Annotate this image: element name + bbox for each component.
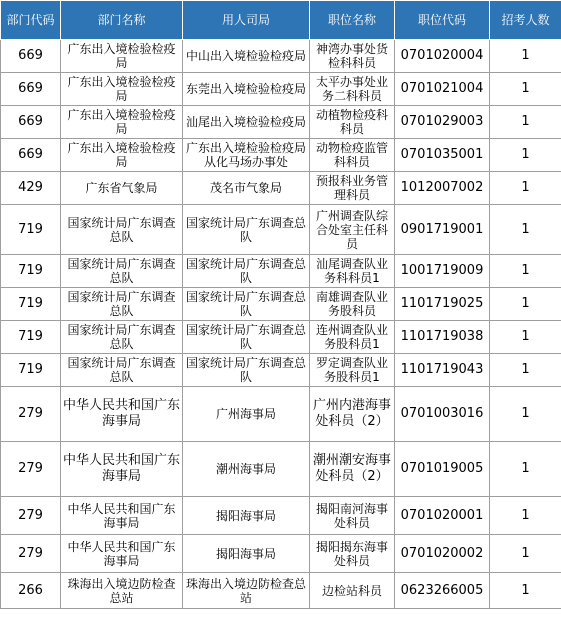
dept-code-cell: 279 [1, 442, 61, 497]
position-cell: 潮州潮安海事处科员（2） [310, 442, 395, 497]
dept-code-cell: 719 [1, 288, 61, 321]
position-cell: 神湾办事处货检科科员 [310, 40, 395, 73]
employer-cell: 茂名市气象局 [183, 172, 310, 205]
table-row [1, 288, 561, 321]
position-code-cell: 0701020004 [395, 40, 490, 73]
position-code-cell: 1101719025 [395, 288, 490, 321]
employer-cell: 广州海事局 [183, 387, 310, 442]
employer-cell: 中山出入境检验检疫局 [183, 40, 310, 73]
employer-cell: 广东出入境检验检疫局从化马场办事处 [183, 139, 310, 172]
count-cell: 1 [490, 387, 561, 442]
count-cell: 1 [490, 205, 561, 255]
position-cell: 广州调查队综合处室主任科员 [310, 205, 395, 255]
dept-code-cell: 719 [1, 255, 61, 288]
position-code-cell: 0701020001 [395, 497, 490, 535]
position-code-cell: 0701035001 [395, 139, 490, 172]
dept-code-cell: 719 [1, 205, 61, 255]
position-code-cell: 0701019005 [395, 442, 490, 497]
count-cell: 1 [490, 139, 561, 172]
dept-name-cell: 国家统计局广东调查总队 [61, 255, 183, 288]
header-position-code: 职位代码 [395, 1, 490, 40]
position-code-cell: 1012007002 [395, 172, 490, 205]
dept-code-cell: 669 [1, 40, 61, 73]
position-cell: 连州调查队业务股科员1 [310, 321, 395, 354]
count-cell: 1 [490, 442, 561, 497]
dept-code-cell: 719 [1, 321, 61, 354]
header-dept-code: 部门代码 [1, 1, 61, 40]
count-cell: 1 [490, 172, 561, 205]
count-cell: 1 [490, 40, 561, 73]
employer-cell: 国家统计局广东调查总队 [183, 288, 310, 321]
dept-name-cell: 国家统计局广东调查总队 [61, 321, 183, 354]
employer-cell: 揭阳海事局 [183, 497, 310, 535]
position-cell: 揭阳南河海事处科员 [310, 497, 395, 535]
position-cell: 动物检疫监管科科员 [310, 139, 395, 172]
dept-name-cell: 广东出入境检验检疫局 [61, 73, 183, 106]
table-row [1, 535, 561, 573]
header-count: 招考人数 [490, 1, 561, 40]
position-code-cell: 0701021004 [395, 73, 490, 106]
position-cell: 揭阳揭东海事处科员 [310, 535, 395, 573]
dept-code-cell: 669 [1, 106, 61, 139]
header-dept-name: 部门名称 [61, 1, 183, 40]
table-row [1, 139, 561, 172]
employer-cell: 揭阳海事局 [183, 535, 310, 573]
count-cell: 1 [490, 288, 561, 321]
employer-cell: 潮州海事局 [183, 442, 310, 497]
position-code-cell: 1101719043 [395, 354, 490, 387]
dept-code-cell: 429 [1, 172, 61, 205]
position-cell: 太平办事处业务二科科员 [310, 73, 395, 106]
count-cell: 1 [490, 73, 561, 106]
position-code-cell: 0701003016 [395, 387, 490, 442]
dept-code-cell: 266 [1, 573, 61, 609]
table-row [1, 321, 561, 354]
position-cell: 汕尾调查队业务科科员1 [310, 255, 395, 288]
header-employer: 用人司局 [183, 1, 310, 40]
employer-cell: 汕尾出入境检验检疫局 [183, 106, 310, 139]
position-code-cell: 0623266005 [395, 573, 490, 609]
count-cell: 1 [490, 497, 561, 535]
dept-code-cell: 669 [1, 139, 61, 172]
position-cell: 罗定调查队业务股科员1 [310, 354, 395, 387]
table-row [1, 172, 561, 205]
dept-code-cell: 719 [1, 354, 61, 387]
table-row [1, 497, 561, 535]
dept-code-cell: 279 [1, 387, 61, 442]
header-position: 职位名称 [310, 1, 395, 40]
dept-name-cell: 广东省气象局 [61, 172, 183, 205]
dept-name-cell: 广东出入境检验检疫局 [61, 106, 183, 139]
count-cell: 1 [490, 106, 561, 139]
table-row [1, 40, 561, 73]
employer-cell: 国家统计局广东调查总队 [183, 321, 310, 354]
position-code-cell: 1101719038 [395, 321, 490, 354]
count-cell: 1 [490, 354, 561, 387]
table-row [1, 442, 561, 497]
dept-name-cell: 国家统计局广东调查总队 [61, 288, 183, 321]
employer-cell: 国家统计局广东调查总队 [183, 205, 310, 255]
position-cell: 预报科业务管理科员 [310, 172, 395, 205]
dept-code-cell: 669 [1, 73, 61, 106]
dept-name-cell: 中华人民共和国广东海事局 [61, 442, 183, 497]
position-code-cell: 0701029003 [395, 106, 490, 139]
dept-name-cell: 广东出入境检验检疫局 [61, 40, 183, 73]
position-cell: 广州内港海事处科员（2） [310, 387, 395, 442]
employer-cell: 东莞出入境检验检疫局 [183, 73, 310, 106]
position-code-cell: 0701020002 [395, 535, 490, 573]
dept-code-cell: 279 [1, 535, 61, 573]
dept-name-cell: 中华人民共和国广东海事局 [61, 387, 183, 442]
table-header-row [1, 1, 561, 40]
table-row [1, 106, 561, 139]
table-row [1, 255, 561, 288]
position-cell: 动植物检疫科科员 [310, 106, 395, 139]
dept-name-cell: 国家统计局广东调查总队 [61, 205, 183, 255]
position-cell: 边检站科员 [310, 573, 395, 609]
table-row [1, 354, 561, 387]
dept-name-cell: 广东出入境检验检疫局 [61, 139, 183, 172]
dept-name-cell: 国家统计局广东调查总队 [61, 354, 183, 387]
count-cell: 1 [490, 573, 561, 609]
table-row [1, 573, 561, 609]
position-cell: 南雄调查队业务股科员 [310, 288, 395, 321]
table-body [1, 40, 561, 609]
count-cell: 1 [490, 535, 561, 573]
table-row [1, 387, 561, 442]
dept-name-cell: 中华人民共和国广东海事局 [61, 535, 183, 573]
count-cell: 1 [490, 255, 561, 288]
table-row [1, 73, 561, 106]
count-cell: 1 [490, 321, 561, 354]
employer-cell: 珠海出入境边防检查总站 [183, 573, 310, 609]
position-code-cell: 0901719001 [395, 205, 490, 255]
position-code-cell: 1001719009 [395, 255, 490, 288]
dept-name-cell: 中华人民共和国广东海事局 [61, 497, 183, 535]
dept-name-cell: 珠海出入境边防检查总站 [61, 573, 183, 609]
employer-cell: 国家统计局广东调查总队 [183, 354, 310, 387]
table-row [1, 205, 561, 255]
dept-code-cell: 279 [1, 497, 61, 535]
employer-cell: 国家统计局广东调查总队 [183, 255, 310, 288]
